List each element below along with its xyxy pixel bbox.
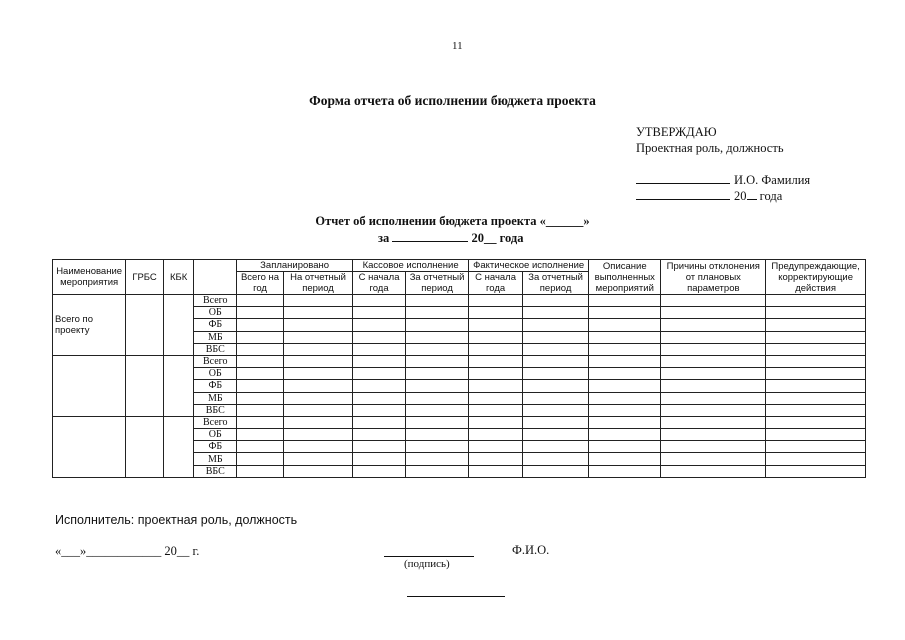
funding-source-label: ВБС xyxy=(194,404,237,416)
table-cell xyxy=(283,429,352,441)
table-cell xyxy=(406,441,469,453)
header-planned-period: На отчетный период xyxy=(283,272,352,295)
table-cell xyxy=(661,392,766,404)
funding-source-label: ВБС xyxy=(194,465,237,477)
table-cell xyxy=(589,453,661,465)
table-cell xyxy=(766,453,866,465)
table-cell xyxy=(353,343,406,355)
table-cell xyxy=(353,355,406,367)
table-cell xyxy=(469,465,523,477)
approval-year-line xyxy=(636,188,810,204)
table-cell xyxy=(523,343,589,355)
table-cell xyxy=(661,429,766,441)
period-blank xyxy=(392,230,468,242)
table-cell xyxy=(469,331,523,343)
table-cell xyxy=(766,380,866,392)
funding-source-label: ФБ xyxy=(194,441,237,453)
table-cell xyxy=(589,429,661,441)
table-cell xyxy=(469,392,523,404)
table-cell xyxy=(589,416,661,428)
table-cell xyxy=(523,441,589,453)
table-cell xyxy=(766,331,866,343)
group-grbs-cell xyxy=(126,355,164,416)
header-kbk: КБК xyxy=(163,260,194,295)
table-cell xyxy=(283,343,352,355)
funding-source-label: ОБ xyxy=(194,429,237,441)
funding-source-label: МБ xyxy=(194,392,237,404)
group-name-cell xyxy=(53,416,126,477)
table-cell xyxy=(661,331,766,343)
header-cash-start: С начала года xyxy=(353,272,406,295)
table-cell xyxy=(766,416,866,428)
header-planned: Запланировано xyxy=(237,260,353,272)
funding-source-label: МБ xyxy=(194,453,237,465)
table-cell xyxy=(469,307,523,319)
approval-label: УТВЕРЖДАЮ xyxy=(636,125,717,139)
table-cell xyxy=(353,392,406,404)
table-cell xyxy=(283,368,352,380)
table-cell xyxy=(766,404,866,416)
table-cell xyxy=(283,295,352,307)
table-cell xyxy=(237,380,284,392)
funding-source-label: ОБ xyxy=(194,307,237,319)
table-cell xyxy=(523,355,589,367)
table-cell xyxy=(283,416,352,428)
table-cell xyxy=(589,295,661,307)
table-cell xyxy=(661,380,766,392)
table-cell xyxy=(523,453,589,465)
header-grbs: ГРБС xyxy=(126,260,164,295)
table-cell xyxy=(353,416,406,428)
funding-source-label: ФБ xyxy=(194,319,237,331)
header-planned-total: Всего на год xyxy=(237,272,284,295)
table-cell xyxy=(523,416,589,428)
table-cell xyxy=(523,465,589,477)
table-cell xyxy=(766,307,866,319)
group-kbk-cell xyxy=(163,355,194,416)
table-cell xyxy=(353,453,406,465)
table-cell xyxy=(283,319,352,331)
approval-year-suffix: года xyxy=(759,189,783,203)
table-cell xyxy=(283,453,352,465)
table-cell xyxy=(589,319,661,331)
table-cell xyxy=(469,416,523,428)
table-cell xyxy=(523,392,589,404)
table-cell xyxy=(469,453,523,465)
table-cell xyxy=(237,319,284,331)
table-cell xyxy=(406,453,469,465)
table-cell xyxy=(406,392,469,404)
table-cell xyxy=(353,331,406,343)
table-cell xyxy=(523,404,589,416)
table-cell xyxy=(661,465,766,477)
funding-source-label: МБ xyxy=(194,331,237,343)
table-cell xyxy=(406,465,469,477)
table-cell xyxy=(661,404,766,416)
budget-report-table xyxy=(52,259,866,478)
funding-source-label: ФБ xyxy=(194,380,237,392)
table-cell xyxy=(406,429,469,441)
header-actual-period: За отчетный период xyxy=(523,272,589,295)
bottom-rule xyxy=(407,596,505,597)
table-cell xyxy=(406,416,469,428)
table-cell xyxy=(589,307,661,319)
table-cell xyxy=(589,380,661,392)
table-cell xyxy=(353,307,406,319)
date-blank xyxy=(636,188,730,200)
table-cell xyxy=(406,319,469,331)
group-kbk-cell xyxy=(163,416,194,477)
table-cell xyxy=(283,380,352,392)
report-period-year: 20__ года xyxy=(471,231,524,245)
table-cell xyxy=(523,380,589,392)
table-cell xyxy=(661,355,766,367)
table-cell xyxy=(353,368,406,380)
table-row xyxy=(53,416,866,428)
table-cell xyxy=(283,392,352,404)
signature-line xyxy=(384,544,474,557)
funding-source-label: ВБС xyxy=(194,343,237,355)
table-cell xyxy=(523,307,589,319)
table-cell xyxy=(237,404,284,416)
fio-label: Ф.И.О. xyxy=(512,543,550,557)
table-cell xyxy=(283,441,352,453)
header-actual-start: С начала года xyxy=(469,272,523,295)
table-cell xyxy=(589,465,661,477)
table-cell xyxy=(766,368,866,380)
funding-source-label: ОБ xyxy=(194,368,237,380)
table-cell xyxy=(469,429,523,441)
table-cell xyxy=(406,343,469,355)
table-cell xyxy=(766,319,866,331)
table-cell xyxy=(766,355,866,367)
table-cell xyxy=(766,392,866,404)
table-cell xyxy=(406,331,469,343)
table-cell xyxy=(523,429,589,441)
signature-caption: (подпись) xyxy=(404,558,450,570)
table-row xyxy=(53,355,866,367)
table-cell xyxy=(589,368,661,380)
table-cell xyxy=(661,295,766,307)
table-cell xyxy=(353,295,406,307)
table-cell xyxy=(469,404,523,416)
table-cell xyxy=(523,319,589,331)
table-cell xyxy=(523,295,589,307)
table-cell xyxy=(469,380,523,392)
table-cell xyxy=(523,331,589,343)
table-cell xyxy=(237,392,284,404)
signature-blank xyxy=(636,172,730,184)
table-cell xyxy=(237,331,284,343)
funding-source-label: Всего xyxy=(194,355,237,367)
table-cell xyxy=(661,416,766,428)
table-cell xyxy=(353,429,406,441)
table-cell xyxy=(237,465,284,477)
table-cell xyxy=(283,307,352,319)
header-name: Наименование мероприятия xyxy=(53,260,126,295)
table-cell xyxy=(353,404,406,416)
table-cell xyxy=(766,295,866,307)
approval-name-line xyxy=(636,172,810,188)
table-cell xyxy=(237,368,284,380)
header-actions: Предупреждающие, корректирующие действия xyxy=(766,260,866,295)
table-cell xyxy=(237,355,284,367)
executor-line: Исполнитель: проектная роль, должность xyxy=(55,513,298,527)
table-cell xyxy=(766,441,866,453)
table-cell xyxy=(406,307,469,319)
table-cell xyxy=(661,307,766,319)
table-cell xyxy=(283,355,352,367)
table-cell xyxy=(661,343,766,355)
table-cell xyxy=(469,355,523,367)
report-title-line2 xyxy=(378,230,523,246)
table-cell xyxy=(237,343,284,355)
table-cell xyxy=(353,465,406,477)
table-cell xyxy=(406,355,469,367)
report-title-line1: Отчет об исполнении бюджета проекта «______» xyxy=(315,214,590,228)
table-cell xyxy=(766,429,866,441)
date-line: «___»____________ 20__ г. xyxy=(55,544,200,558)
group-grbs-cell xyxy=(126,416,164,477)
header-reasons: Причины отклонения от плановых параметров xyxy=(661,260,766,295)
header-description: Описание выполненных мероприятий xyxy=(589,260,661,295)
table-cell xyxy=(661,368,766,380)
table-cell xyxy=(237,441,284,453)
table-cell xyxy=(406,295,469,307)
table-row xyxy=(53,295,866,307)
table-cell xyxy=(469,343,523,355)
table-cell xyxy=(469,368,523,380)
header-actual: Фактическое исполнение xyxy=(469,260,589,272)
table-cell xyxy=(589,355,661,367)
group-name-cell xyxy=(53,355,126,416)
table-cell xyxy=(283,404,352,416)
approval-name: И.О. Фамилия xyxy=(734,173,811,187)
header-cash: Кассовое исполнение xyxy=(353,260,469,272)
funding-source-label: Всего xyxy=(194,295,237,307)
table-cell xyxy=(661,441,766,453)
table-cell xyxy=(237,429,284,441)
table-cell xyxy=(353,380,406,392)
table-cell xyxy=(237,416,284,428)
table-cell xyxy=(283,465,352,477)
table-cell xyxy=(661,319,766,331)
approval-year-prefix: 20 xyxy=(734,189,747,203)
group-kbk-cell xyxy=(163,295,194,356)
group-name-cell: Всего по проекту xyxy=(53,295,126,356)
table-cell xyxy=(766,465,866,477)
page-number: 11 xyxy=(452,40,463,52)
table-cell xyxy=(353,441,406,453)
table-cell xyxy=(406,368,469,380)
table-cell xyxy=(406,404,469,416)
table-cell xyxy=(523,368,589,380)
table-cell xyxy=(353,319,406,331)
table-cell xyxy=(469,295,523,307)
table-cell xyxy=(283,331,352,343)
table-cell xyxy=(589,441,661,453)
approval-role: Проектная роль, должность xyxy=(636,141,784,155)
table-cell xyxy=(589,331,661,343)
report-period-prefix: за xyxy=(378,231,390,245)
table-cell xyxy=(661,453,766,465)
approval-block xyxy=(636,124,810,204)
table-cell xyxy=(766,343,866,355)
table-cell xyxy=(237,307,284,319)
table-cell xyxy=(237,453,284,465)
table-cell xyxy=(589,343,661,355)
group-grbs-cell xyxy=(126,295,164,356)
table-cell xyxy=(589,404,661,416)
form-title: Форма отчета об исполнении бюджета проекта xyxy=(309,93,596,108)
table-cell xyxy=(406,380,469,392)
table-cell xyxy=(469,319,523,331)
table-cell xyxy=(469,441,523,453)
funding-source-label: Всего xyxy=(194,416,237,428)
header-blank xyxy=(194,260,237,295)
header-cash-period: За отчетный период xyxy=(406,272,469,295)
table-cell xyxy=(589,392,661,404)
table-cell xyxy=(237,295,284,307)
